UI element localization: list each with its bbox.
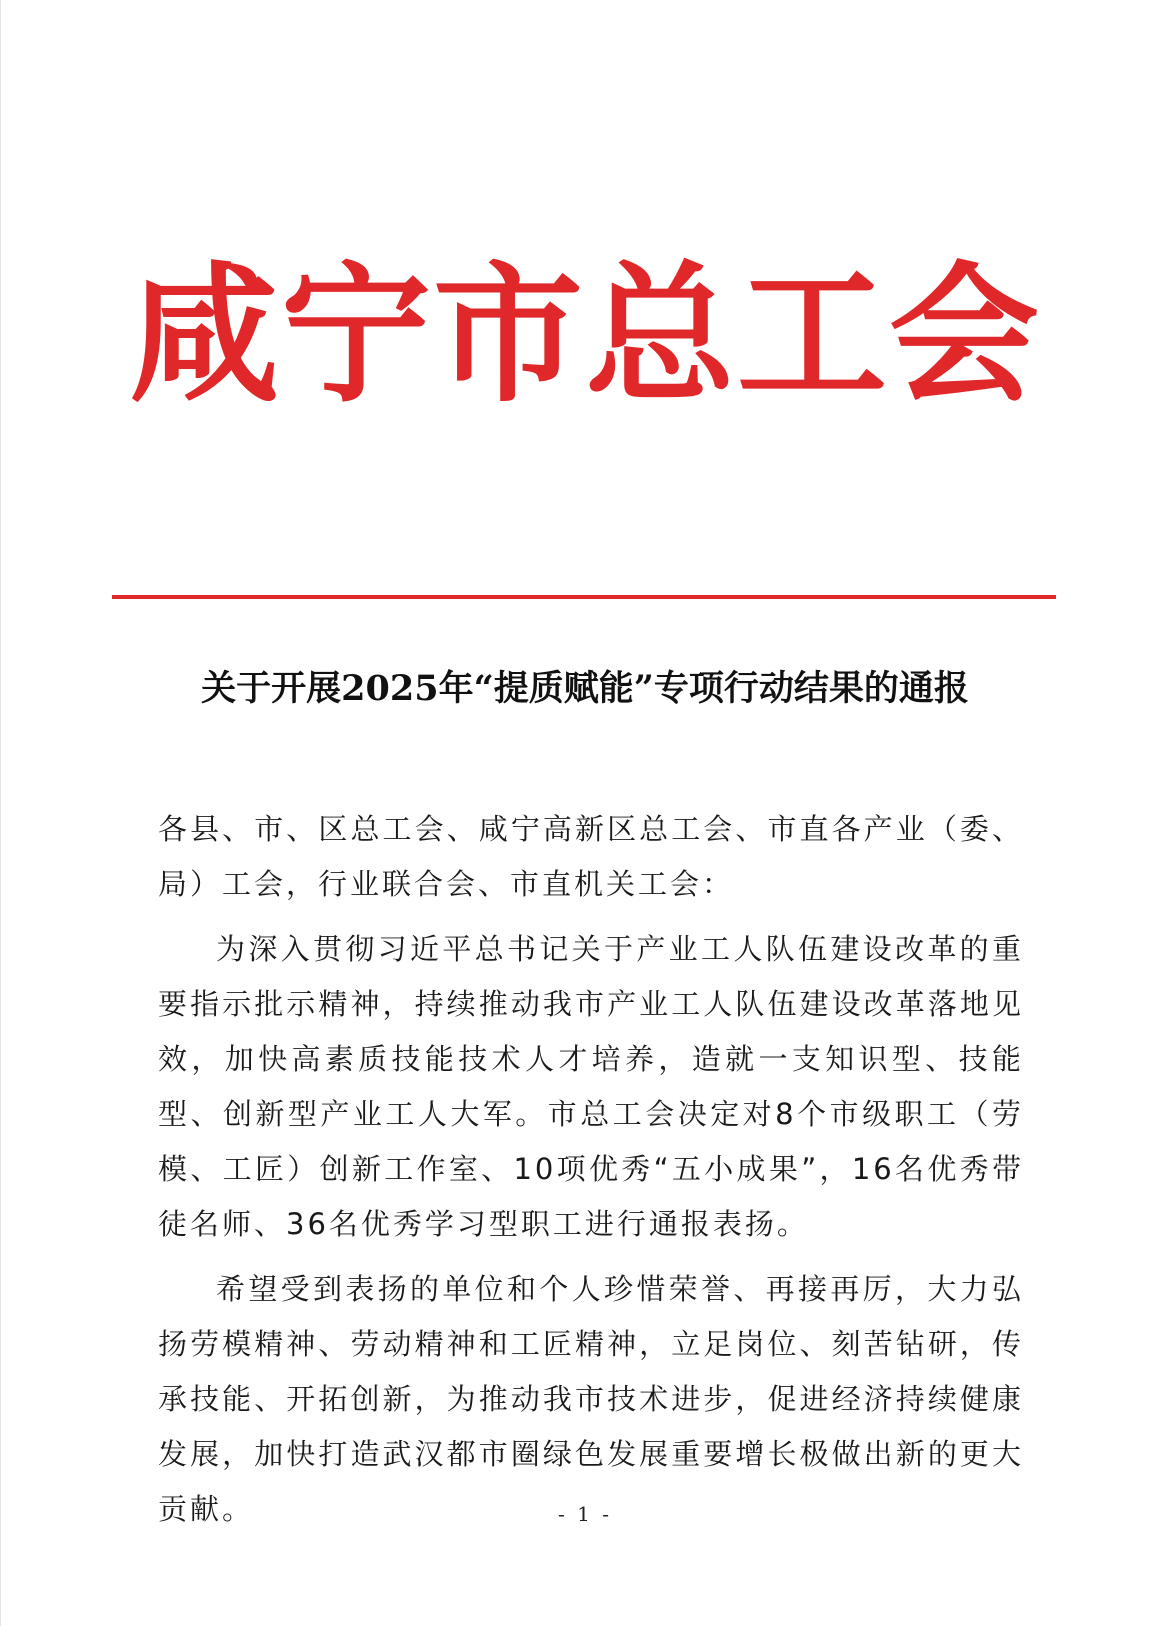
document-body	[158, 802, 1024, 1537]
addressee-line: 各县、市、区总工会、咸宁高新区总工会、市直各产业（委、局）工会，行业联合会、市直机关工会：	[158, 812, 1024, 901]
body-paragraph-1: 为深入贯彻习近平总书记关于产业工人队伍建设改革的重要指示批示精神，持续推动我市产业工人队伍建设改革落地见效，加快高素质技能技术人才培养，造就一支知识型、技能型、创新型产业工人大军。市总工会决定对8个市级职工（劳模、工匠）创新工作室、10项优秀“五小成果”，16名优秀带徒名师、36名优秀学习型职工进行通报表扬。	[158, 932, 1024, 1241]
body-paragraph-2: 希望受到表扬的单位和个人珍惜荣誉、再接再厉，大力弘扬劳模精神、劳动精神和工匠精神，立足岗位、刻苦钻研，传承技能、开拓创新，为推动我市技术进步，促进经济持续健康发展，加快打造武汉都市圈绿色发展重要增长极做出新的更大贡献。	[158, 1272, 1024, 1526]
issuer-masthead: 咸宁市总工会	[128, 247, 1041, 423]
page-edge-divider	[0, 0, 1, 1626]
red-separator-line	[112, 595, 1056, 599]
page-number: - 1 -	[558, 1502, 612, 1526]
document-title: 关于开展2025年“提质赋能”专项行动结果的通报	[201, 668, 969, 709]
